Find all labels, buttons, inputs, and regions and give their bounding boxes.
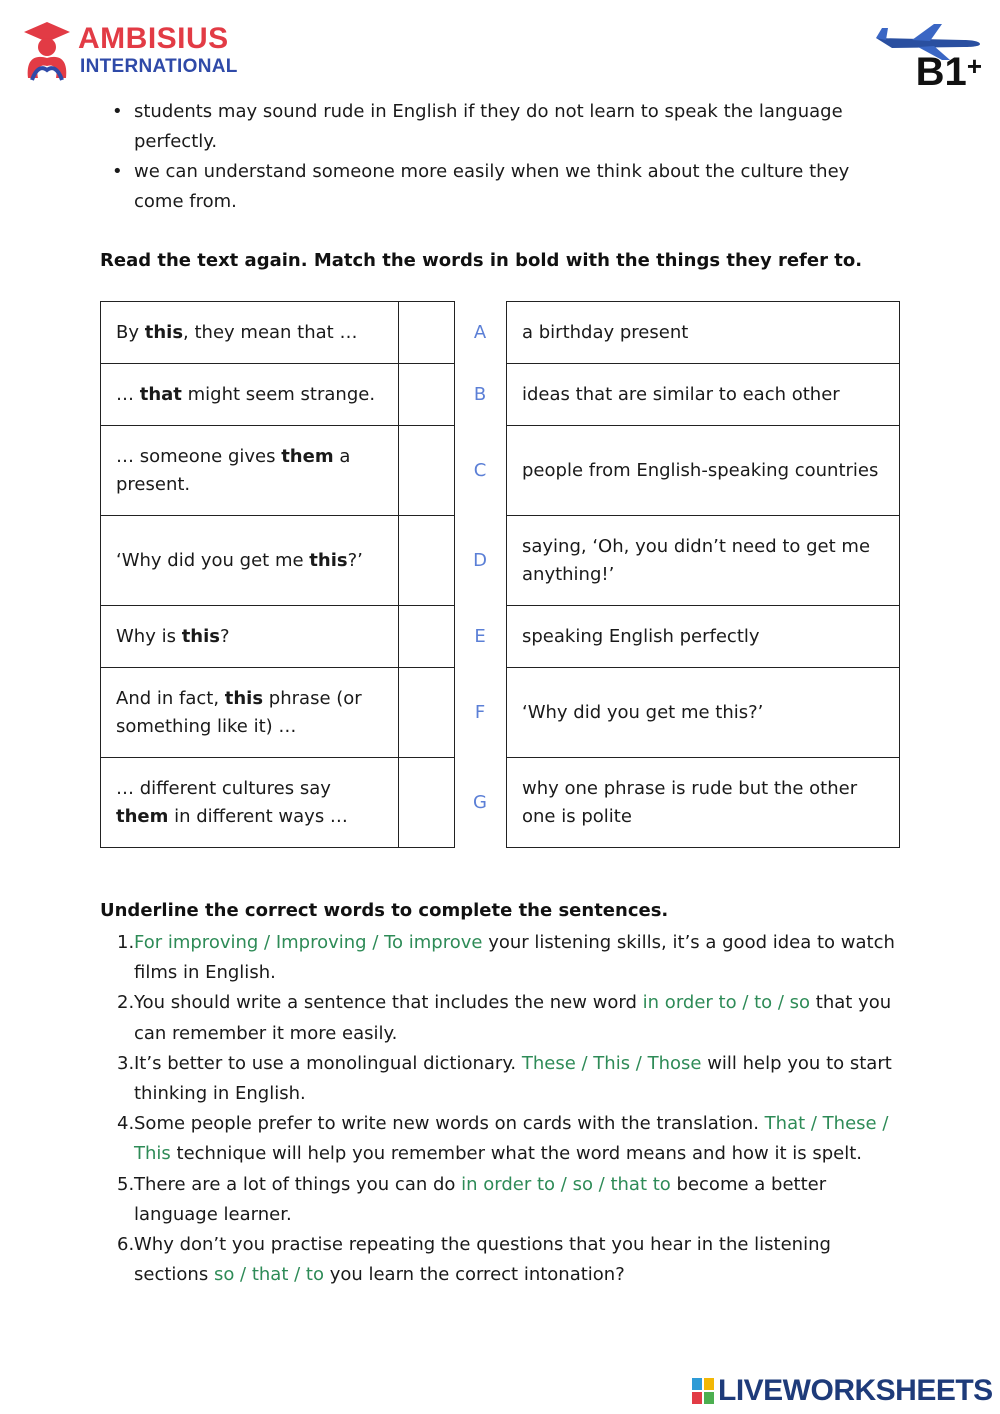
option-letter: B: [473, 383, 487, 405]
left-phrase: Why is this?: [101, 606, 399, 668]
left-phrase: And in fact, this phrase (or something like it) …: [101, 668, 399, 758]
bullet-item: • we can understand someone more easily when we think about the culture they come from.: [100, 157, 890, 217]
level-badge: [872, 22, 982, 94]
option-letter: E: [474, 625, 486, 647]
option-letter: D: [473, 549, 487, 571]
left-phrase: ‘Why did you get me this?’: [101, 516, 399, 606]
word-options[interactable]: so / that / to: [213, 1264, 324, 1286]
right-option: a birthday present: [507, 302, 900, 364]
left-phrase: … different cultures say them in different ways …: [101, 758, 399, 848]
answer-box[interactable]: [399, 758, 455, 848]
answer-box[interactable]: [399, 516, 455, 606]
right-option: why one phrase is rude but the other one is polite: [507, 758, 900, 848]
answer-box[interactable]: [399, 364, 455, 426]
answer-box[interactable]: [399, 668, 455, 758]
sentence-item: 3. It’s better to use a monolingual dictionary. These / This / Those will help you to start thinking in English.: [117, 1052, 892, 1105]
sentence-list: [100, 928, 900, 1290]
option-letter: A: [473, 321, 487, 343]
word-options[interactable]: That / These / This: [134, 1113, 889, 1165]
sentence-item: 1. For improving / Improving / To improve your listening skills, it’s a good idea to watch films in English.: [117, 932, 895, 984]
sentence-item: 5. There are a lot of things you can do in order to / so / that to become a better language learner.: [117, 1173, 827, 1225]
logo-title: AMBISIUS: [78, 22, 229, 55]
option-letter: F: [474, 701, 486, 723]
right-option: saying, ‘Oh, you didn’t need to get me anything!’: [507, 516, 900, 606]
liveworksheets-logo: [692, 1374, 993, 1408]
sentence-item: 4. Some people prefer to write new words on cards with the translation. That / These / This technique will help you remember what the word means and how it is spelt.: [117, 1113, 889, 1165]
right-option: ideas that are similar to each other: [507, 364, 900, 426]
ambisius-logo: [22, 20, 262, 84]
answer-box[interactable]: [399, 302, 455, 364]
word-options[interactable]: For improving / Improving / To improve: [134, 932, 483, 953]
matching-left-table: [100, 301, 455, 848]
word-options[interactable]: These / This / Those: [521, 1052, 702, 1074]
bullet-item: • students may sound rude in English if they do not learn to speak the language perfectly.: [100, 97, 890, 157]
liveworksheets-icon: [692, 1378, 714, 1404]
level-label: B1+: [915, 50, 982, 94]
right-option: ‘Why did you get me this?’: [507, 668, 900, 758]
answer-box[interactable]: [399, 606, 455, 668]
bullet-list: [100, 97, 890, 217]
footer-brand: LIVEWORKSHEETS: [718, 1374, 993, 1407]
matching-instruction: Read the text again. Match the words in bold with the things they refer to.: [100, 250, 863, 271]
right-option: people from English-speaking countries: [507, 426, 900, 516]
left-phrase: … that might seem strange.: [101, 364, 399, 426]
word-options[interactable]: in order to / to / so: [642, 992, 811, 1014]
left-phrase: By this, they mean that …: [101, 302, 399, 364]
graduate-icon: [22, 20, 72, 82]
option-letter: G: [473, 791, 487, 813]
logo-subtitle: INTERNATIONAL: [80, 56, 238, 77]
matching-right-table: [506, 301, 900, 848]
sentence-item: 2. You should write a sentence that includes the new word in order to / to / so that you can remember it more easily.: [117, 992, 892, 1044]
word-options[interactable]: in order to / so / that to: [461, 1173, 671, 1195]
sentence-item: 6. Why don’t you practise repeating the questions that you hear in the listening sections so / that / to you learn the correct intonation?: [117, 1234, 831, 1286]
option-letter: C: [473, 459, 487, 481]
option-letters: [454, 301, 506, 847]
right-option: speaking English perfectly: [507, 606, 900, 668]
sentences-instruction: Underline the correct words to complete the sentences.: [100, 900, 669, 921]
left-phrase: … someone gives them a present.: [101, 426, 399, 516]
answer-box[interactable]: [399, 426, 455, 516]
